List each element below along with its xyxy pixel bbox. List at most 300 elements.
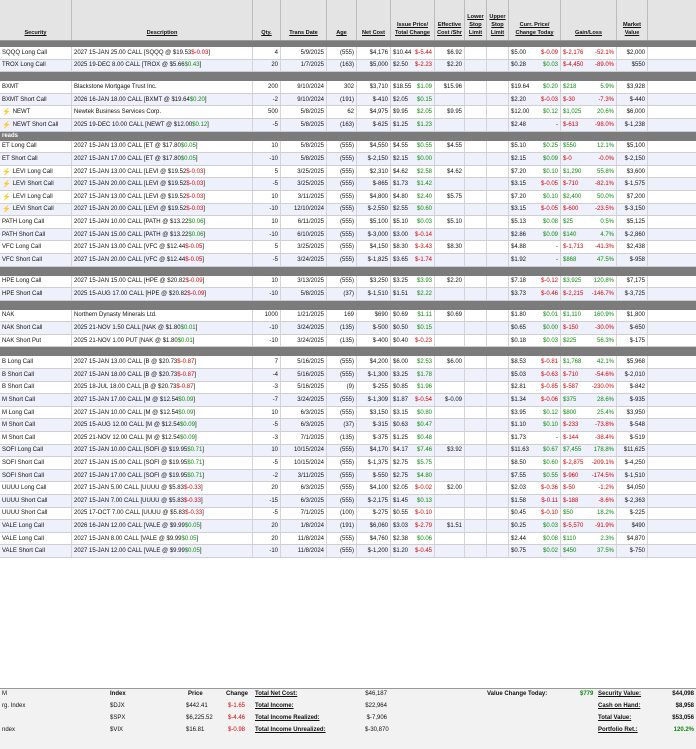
change-today: $-0.12 — [540, 278, 558, 285]
table-row[interactable] — [0, 445, 696, 458]
qty-cell — [253, 356, 281, 368]
current-price-cell — [509, 508, 561, 520]
gain-loss-amount: $110 — [563, 535, 576, 542]
security-name: UUUU Short Call — [2, 510, 48, 517]
description-bracket: ] — [199, 522, 202, 529]
trans-date-cell — [281, 432, 327, 444]
underlying-change: $-0.05 — [185, 256, 203, 263]
table-row[interactable] — [0, 545, 696, 558]
market-value-cell — [617, 407, 648, 419]
table-row[interactable] — [0, 419, 696, 432]
issue-price: $5.10 — [393, 218, 409, 225]
lower-stop-cell — [465, 369, 487, 381]
table-row[interactable] — [0, 457, 696, 470]
market-value: $5,125 — [626, 218, 645, 225]
market-value: $-548 — [629, 422, 645, 429]
security-cell — [0, 382, 72, 394]
current-price: $0.65 — [511, 325, 527, 332]
current-price-cell — [509, 407, 561, 419]
current-price-cell — [509, 141, 561, 153]
table-row[interactable] — [0, 178, 696, 191]
gain-loss-percent: -209.1% — [591, 460, 614, 467]
effective-cost-cell — [435, 432, 465, 444]
change-today: $0.00 — [542, 325, 558, 332]
security-name: PATH Short Call — [2, 231, 46, 238]
upper-stop-cell — [487, 141, 509, 153]
net-cost-cell — [357, 254, 391, 266]
net-cost-cell — [357, 178, 391, 190]
market-value-cell — [617, 457, 648, 469]
age-cell-value: (555) — [339, 231, 354, 238]
description-cell — [72, 254, 253, 266]
qty-cell-value: 500 — [267, 109, 278, 116]
table-row[interactable] — [0, 382, 696, 395]
table-row[interactable] — [0, 47, 696, 60]
description-bracket: ] — [192, 337, 195, 344]
qty-cell-value: -15 — [269, 497, 278, 504]
current-price-cell — [509, 178, 561, 190]
qty-cell — [253, 60, 281, 72]
qty-cell — [253, 322, 281, 334]
net-cost-cell — [357, 241, 391, 253]
security-cell — [0, 545, 72, 557]
gain-loss-percent: 20.6% — [596, 109, 614, 116]
change-today: - — [556, 434, 558, 441]
effective-cost-cell — [435, 166, 465, 178]
change-today: - — [556, 256, 558, 263]
gain-loss-amount: $1,110 — [563, 312, 581, 319]
trans-date-cell — [281, 533, 327, 545]
gain-loss-percent: -41.3% — [594, 244, 614, 251]
current-price: $7.55 — [511, 472, 527, 479]
column-header-label: Market Value — [622, 22, 642, 36]
market-value: $11,625 — [623, 447, 645, 454]
table-row[interactable] — [0, 106, 696, 119]
total-value: $-30,870 — [365, 727, 389, 733]
market-value: $-2,363 — [624, 497, 645, 504]
upper-stop-cell — [487, 276, 509, 288]
net-cost-cell-value: $4,550 — [369, 143, 388, 150]
market-value-cell — [617, 94, 648, 106]
description-cell — [72, 191, 253, 203]
issue-price-cell — [391, 241, 435, 253]
market-value-cell — [617, 533, 648, 545]
lower-stop-cell — [465, 419, 487, 431]
net-cost-cell — [357, 407, 391, 419]
gain-loss-percent: -7.3% — [598, 96, 614, 103]
trans-date-cell-value: 5/8/2025 — [300, 290, 324, 297]
table-row[interactable] — [0, 204, 696, 217]
effective-cost-cell — [435, 254, 465, 266]
description-cell — [72, 432, 253, 444]
table-row[interactable] — [0, 520, 696, 533]
underlying-change: $-0.03 — [186, 168, 204, 175]
effective-cost-cell — [435, 533, 465, 545]
lower-stop-cell — [465, 457, 487, 469]
security-cell — [0, 335, 72, 347]
table-row[interactable] — [0, 216, 696, 229]
issue-price: $18.55 — [393, 83, 412, 90]
current-price-cell — [509, 356, 561, 368]
qty-cell-value: -3 — [272, 434, 278, 441]
change-today: $-0.05 — [540, 206, 558, 213]
gain-loss-percent: 28.6% — [596, 397, 614, 404]
current-price: $0.18 — [511, 337, 527, 344]
description-text: 2027 15-JAN 15.00 CALL [SOFI @ $19.95 — [74, 460, 188, 467]
table-row[interactable] — [0, 94, 696, 107]
gain-loss-percent: 5.9% — [600, 83, 614, 90]
trans-date-cell-value: 5/9/2025 — [300, 49, 324, 56]
upper-stop-cell — [487, 229, 509, 241]
gain-loss-cell — [561, 508, 617, 520]
age-cell — [327, 322, 357, 334]
net-cost-cell-value: $-315 — [372, 422, 388, 429]
net-cost-cell-value: $4,150 — [369, 244, 388, 251]
age-cell — [327, 545, 357, 557]
net-cost-cell-value: $-410 — [372, 96, 388, 103]
gain-loss-cell — [561, 407, 617, 419]
lower-stop-cell — [465, 191, 487, 203]
lower-stop-cell — [465, 445, 487, 457]
age-cell-value: (163) — [339, 121, 354, 128]
age-cell-value: 62 — [347, 109, 354, 116]
age-cell-value: (555) — [339, 168, 354, 175]
effective-cost-cell — [435, 288, 465, 300]
underlying-change: $0.09 — [179, 434, 195, 441]
table-row[interactable] — [0, 229, 696, 242]
table-row[interactable] — [0, 276, 696, 289]
gain-loss-amount: $50 — [563, 510, 574, 517]
qty-cell-value: -5 — [272, 121, 278, 128]
effective-cost-cell — [435, 482, 465, 494]
description-bracket: ] — [207, 121, 209, 128]
gain-loss-amount: $-960 — [563, 472, 579, 479]
net-cost-cell — [357, 153, 391, 165]
total-change: $-2.79 — [414, 522, 432, 529]
net-cost-cell — [357, 432, 391, 444]
trans-date-cell-value: 6/3/2025 — [300, 422, 324, 429]
net-cost-cell-value: $-1,300 — [367, 371, 388, 378]
column-header-5 — [357, 0, 391, 40]
qty-cell-value: 4 — [274, 49, 278, 56]
net-cost-cell — [357, 369, 391, 381]
security-cell — [0, 394, 72, 406]
column-header-2 — [253, 0, 281, 40]
security-name: ET Short Call — [2, 155, 38, 162]
market-value: $-3,725 — [624, 290, 645, 297]
net-cost-cell — [357, 482, 391, 494]
description-cell — [72, 106, 253, 118]
gain-loss-amount: $3,925 — [563, 278, 582, 285]
total-change: $0.80 — [416, 409, 432, 416]
security-name: NAK Short Put — [2, 337, 42, 344]
age-cell-value: (555) — [339, 409, 354, 416]
description-cell — [72, 229, 253, 241]
summary-value: $8,958 — [675, 703, 694, 709]
gain-loss-percent: 160.9% — [593, 312, 614, 319]
description-bracket: ] — [193, 409, 195, 416]
trans-date-cell — [281, 369, 327, 381]
table-row[interactable] — [0, 482, 696, 495]
issue-price-cell — [391, 276, 435, 288]
issue-price: $6.00 — [393, 359, 409, 366]
security-name: UUUU Short Call — [2, 497, 48, 504]
qty-cell-value: 5 — [274, 244, 278, 251]
trans-date-cell — [281, 419, 327, 431]
issue-price-cell — [391, 457, 435, 469]
qty-cell-value: -4 — [272, 371, 278, 378]
description-text: 2025 21-NOV 1.50 CALL [NAK @ $1.80 — [74, 325, 181, 332]
qty-cell-value: 7 — [274, 359, 278, 366]
change-today: $0.02 — [542, 548, 558, 555]
table-row[interactable] — [0, 394, 696, 407]
issue-price-cell — [391, 419, 435, 431]
net-cost-cell-value: $-255 — [372, 384, 388, 391]
change-today: $0.10 — [542, 422, 558, 429]
lower-stop-cell — [465, 356, 487, 368]
description-cell — [72, 47, 253, 59]
net-cost-cell-value: $3,250 — [369, 278, 388, 285]
net-cost-cell — [357, 356, 391, 368]
change-today: - — [556, 244, 558, 251]
description-bracket: ] — [195, 325, 198, 332]
gain-loss-amount: $1,768 — [563, 359, 582, 366]
gain-loss-amount: $-2,215 — [563, 290, 584, 297]
qty-cell — [253, 191, 281, 203]
gain-loss-cell — [561, 445, 617, 457]
gain-loss-amount: $-600 — [563, 206, 579, 213]
index-symbol: $DJX — [110, 703, 125, 709]
trans-date-cell-value: 11/8/2024 — [297, 535, 324, 542]
qty-cell-value: 200 — [267, 83, 278, 90]
description-cell — [72, 419, 253, 431]
table-row[interactable] — [0, 495, 696, 508]
table-row[interactable] — [0, 533, 696, 546]
market-value: $4,870 — [626, 535, 645, 542]
description-bracket: ] — [202, 447, 204, 454]
table-row[interactable] — [0, 432, 696, 445]
qty-cell-value: -7 — [272, 397, 278, 404]
security-cell — [0, 369, 72, 381]
table-row[interactable] — [0, 60, 696, 73]
index-price: $6,225.52 — [186, 715, 213, 721]
table-row[interactable] — [0, 81, 696, 94]
index-price: $442.41 — [186, 703, 208, 709]
current-price: $8.53 — [511, 359, 527, 366]
table-row[interactable] — [0, 288, 696, 301]
gain-loss-percent: 18.2% — [596, 510, 614, 517]
qty-cell — [253, 241, 281, 253]
qty-cell — [253, 81, 281, 93]
table-row[interactable] — [0, 310, 696, 323]
column-header-label: Curr. Price/ Change Today — [515, 22, 554, 36]
change-today: $0.25 — [542, 143, 558, 150]
effective-cost: $2.00 — [446, 485, 462, 492]
age-cell — [327, 216, 357, 228]
column-header-row — [0, 0, 696, 41]
description-bracket: ] — [202, 256, 204, 263]
total-value: $-7,906 — [366, 715, 387, 721]
underlying-change: $0.09 — [178, 397, 194, 404]
age-cell — [327, 141, 357, 153]
trans-date-cell-value: 10/15/2024 — [293, 460, 324, 467]
table-row[interactable] — [0, 191, 696, 204]
effective-cost: $4.62 — [446, 168, 462, 175]
lower-stop-cell — [465, 310, 487, 322]
qty-cell — [253, 382, 281, 394]
effective-cost-cell — [435, 545, 465, 557]
current-price: $2.48 — [511, 121, 527, 128]
gain-loss-cell — [561, 81, 617, 93]
total-change: $-0.10 — [414, 510, 432, 517]
trans-date-cell — [281, 204, 327, 216]
issue-price: $2.38 — [393, 535, 409, 542]
gain-loss-amount: $375 — [563, 397, 577, 404]
effective-cost: $5.75 — [446, 193, 462, 200]
table-row[interactable] — [0, 470, 696, 483]
table-row[interactable] — [0, 508, 696, 521]
current-price-cell — [509, 335, 561, 347]
issue-price-cell — [391, 141, 435, 153]
net-cost-cell-value: $4,975 — [369, 109, 388, 116]
total-change: $2.22 — [416, 290, 432, 297]
net-cost-cell-value: $4,760 — [369, 535, 388, 542]
table-row[interactable] — [0, 166, 696, 179]
current-price: $0.75 — [511, 548, 527, 555]
column-header-11 — [561, 0, 617, 40]
net-cost-cell — [357, 204, 391, 216]
age-cell-value: (191) — [339, 522, 354, 529]
net-cost-cell-value: $-275 — [372, 510, 388, 517]
gain-loss-amount: $-30 — [563, 96, 576, 103]
issue-price: $0.40 — [393, 337, 409, 344]
trans-date-cell-value: 3/24/2025 — [297, 397, 324, 404]
table-row[interactable] — [0, 407, 696, 420]
market-value: $-175 — [629, 337, 645, 344]
gain-loss-amount: $1,290 — [563, 168, 582, 175]
table-row[interactable] — [0, 254, 696, 267]
current-price-cell — [509, 533, 561, 545]
current-price: $3.15 — [511, 206, 527, 213]
upper-stop-cell — [487, 533, 509, 545]
column-header-label: Net Cost — [362, 30, 385, 36]
age-cell — [327, 81, 357, 93]
lower-stop-cell — [465, 432, 487, 444]
current-price: $2.44 — [511, 535, 527, 542]
age-cell-value: (37) — [343, 290, 354, 297]
gain-loss-cell — [561, 216, 617, 228]
security-name: SOFI Short Call — [2, 460, 45, 467]
net-cost-cell — [357, 106, 391, 118]
gain-loss-cell — [561, 229, 617, 241]
underlying-change: $0.05 — [180, 143, 196, 150]
effective-cost: $15.96 — [443, 83, 462, 90]
description-text: 2025 17-OCT 7.00 CALL [UUUU @ $5.83 — [74, 510, 186, 517]
gain-loss-percent: -30.0% — [594, 325, 614, 332]
market-value-cell — [617, 432, 648, 444]
effective-cost-cell — [435, 47, 465, 59]
issue-price-cell — [391, 545, 435, 557]
table-row[interactable] — [0, 356, 696, 369]
issue-price-cell — [391, 229, 435, 241]
market-value: $7,175 — [626, 278, 645, 285]
security-cell — [0, 141, 72, 153]
market-value: $-650 — [629, 325, 645, 332]
underlying-change: $0.05 — [181, 535, 197, 542]
net-cost-cell — [357, 520, 391, 532]
qty-cell — [253, 457, 281, 469]
trans-date-cell — [281, 166, 327, 178]
table-row[interactable] — [0, 335, 696, 348]
table-row[interactable] — [0, 369, 696, 382]
upper-stop-cell — [487, 322, 509, 334]
security-name: LEVI Long Call — [12, 193, 53, 200]
qty-cell-value: 20 — [271, 485, 278, 492]
gain-loss-cell — [561, 533, 617, 545]
security-name: VALE Long Call — [2, 522, 44, 529]
qty-cell — [253, 335, 281, 347]
current-price: $3.73 — [511, 290, 527, 297]
footer-left-label-3: ndex — [2, 727, 16, 733]
total-change: $0.48 — [416, 434, 432, 441]
underlying-change: $0.09 — [178, 409, 194, 416]
market-value-cell — [617, 369, 648, 381]
underlying-change: $-0.09 — [187, 290, 205, 297]
current-price-cell — [509, 241, 561, 253]
lower-stop-cell — [465, 495, 487, 507]
age-cell — [327, 470, 357, 482]
trans-date-cell-value: 9/10/2024 — [297, 96, 324, 103]
lower-stop-cell — [465, 241, 487, 253]
table-row[interactable] — [0, 241, 696, 254]
net-cost-cell-value: $-2,550 — [367, 206, 388, 213]
age-cell-value: (191) — [339, 96, 354, 103]
issue-price: $1.20 — [393, 548, 409, 555]
description-cell — [72, 407, 253, 419]
table-row[interactable] — [0, 153, 696, 166]
table-row[interactable] — [0, 322, 696, 335]
gain-loss-amount: $-2,176 — [563, 49, 584, 56]
issue-price-cell — [391, 356, 435, 368]
age-cell — [327, 394, 357, 406]
description-cell — [72, 141, 253, 153]
upper-stop-cell — [487, 470, 509, 482]
qty-cell-value: 5 — [274, 168, 278, 175]
description-bracket: ] — [195, 155, 198, 162]
issue-price: $0.69 — [393, 312, 409, 319]
table-row[interactable] — [0, 119, 696, 132]
age-cell — [327, 369, 357, 381]
market-value: $5,100 — [626, 143, 645, 150]
age-cell — [327, 254, 357, 266]
age-cell — [327, 432, 357, 444]
effective-cost: $8.30 — [446, 244, 462, 251]
section-separator — [0, 267, 696, 276]
column-header-9 — [487, 0, 509, 40]
total-change: $-3.43 — [414, 244, 432, 251]
net-cost-cell-value: $-550 — [372, 472, 388, 479]
net-cost-cell — [357, 508, 391, 520]
qty-cell — [253, 419, 281, 431]
table-row[interactable] — [0, 141, 696, 154]
trans-date-cell — [281, 153, 327, 165]
gain-loss-cell — [561, 106, 617, 118]
qty-cell-value: -10 — [269, 155, 278, 162]
age-cell — [327, 47, 357, 59]
trans-date-cell-value: 12/10/2024 — [293, 206, 324, 213]
description-text: 2027 15-JAN 25.00 CALL [SQQQ @ $19.53 — [74, 49, 192, 56]
qty-cell-value: 20 — [271, 522, 278, 529]
